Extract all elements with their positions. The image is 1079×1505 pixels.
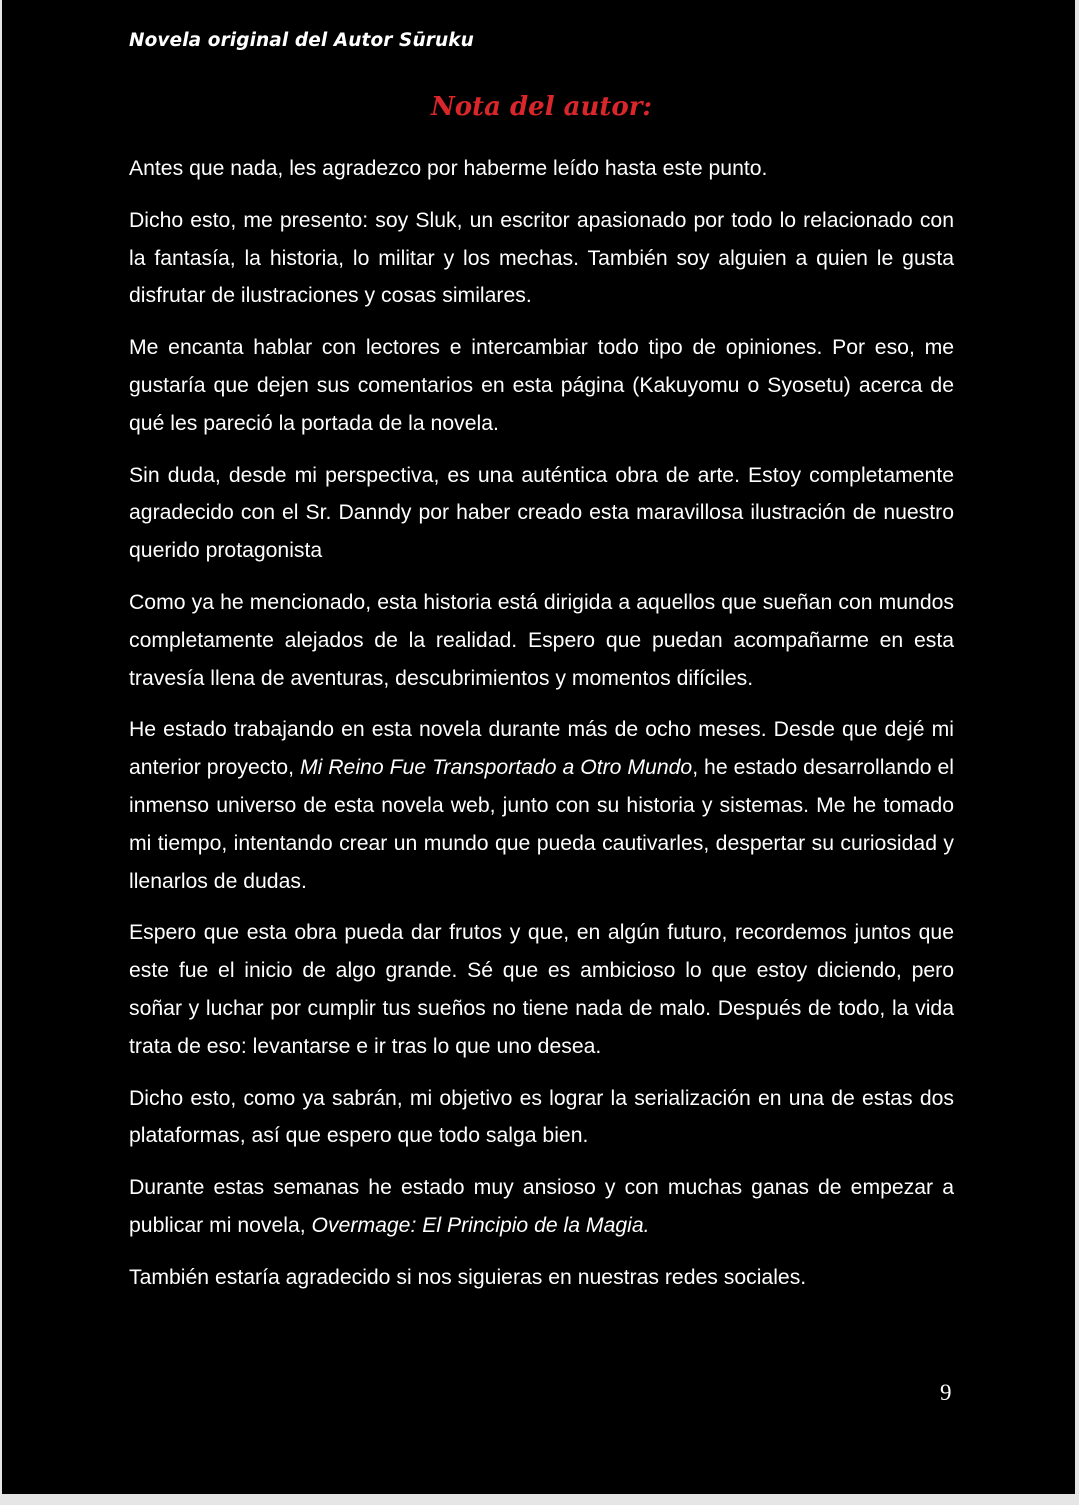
document-page — [2, 0, 1075, 1494]
paragraph-9-text-start: Durante estas semanas he estado muy ansioso y con muchas ganas de empezar a publicar mi novela, — [129, 1176, 954, 1237]
paragraph-6-text-end: , he estado desarrollando el inmenso universo de esta novela web, junto con su historia y sistemas. Me he tomado mi tiempo, intentando crear un mundo que pueda cautivarles, despertar su curiosidad y llenarlos de dudas. — [129, 756, 955, 893]
previous-novel-title: Mi Reino Fue Transportado a Otro Mundo — [299, 756, 693, 780]
section-title: Nota del autor: — [430, 92, 653, 122]
paragraph-4: Sin duda, desde mi perspectiva, es una auténtica obra de arte. Estoy completamente agradecido con el Sr. Danndy por haber creado esta maravillosa ilustración de nuestro querido protagonista — [129, 463, 954, 563]
paragraph-3: Me encanta hablar con lectores e intercambiar todo tipo de opiniones. Por eso, me gustaría que dejen sus comentarios en esta página (Kakuyomu o Syosetu) acerca de qué les pareció la portada de la novela. — [129, 336, 954, 435]
page-number: 9 — [940, 1380, 952, 1405]
paragraph-10: También estaría agradecido si nos siguieras en nuestras redes sociales. — [129, 1265, 807, 1289]
paragraph-6-text-start: He estado trabajando en esta novela durante más de ocho meses. Desde que dejé mi anterior proyecto, — [129, 718, 954, 780]
running-header: Novela original del Autor Sūruku — [129, 30, 474, 51]
paragraph-1: Antes que nada, les agradezco por haberme leído hasta este punto. — [129, 157, 768, 180]
body-text — [129, 150, 954, 1311]
novel-title: Overmage: El Principio de la Magia. — [311, 1213, 650, 1237]
paragraph-5: Como ya he mencionado, esta historia está dirigida a aquellos que sueñan con mundos completamente alejados de la realidad. Espero que puedan acompañarme en esta travesía llena de aventuras, descubrimientos y momentos difíciles. — [129, 590, 954, 690]
paragraph-7: Espero que esta obra pueda dar frutos y que, en algún futuro, recordemos juntos que este fue el inicio de algo grande. Sé que es ambicioso lo que estoy diciendo, pero soñar y luchar por cumplir tus sueños no tiene nada de malo. Después de todo, la vida trata de eso: levantarse e ir tras lo que uno desea. — [129, 921, 954, 1058]
paragraph-2: Dicho esto, me presento: soy Sluk, un escritor apasionado por todo lo relacionado con la fantasía, la historia, lo militar y los mechas. También soy alguien a quien le gusta disfrutar de ilustraciones y cosas similares. — [129, 208, 954, 308]
paragraph-9 — [129, 1169, 954, 1245]
paragraph-6 — [129, 711, 954, 900]
paragraph-8: Dicho esto, como ya sabrán, mi objetivo es lograr la serialización en una de estas dos plataformas, así que espero que todo salga bien. — [129, 1086, 954, 1148]
